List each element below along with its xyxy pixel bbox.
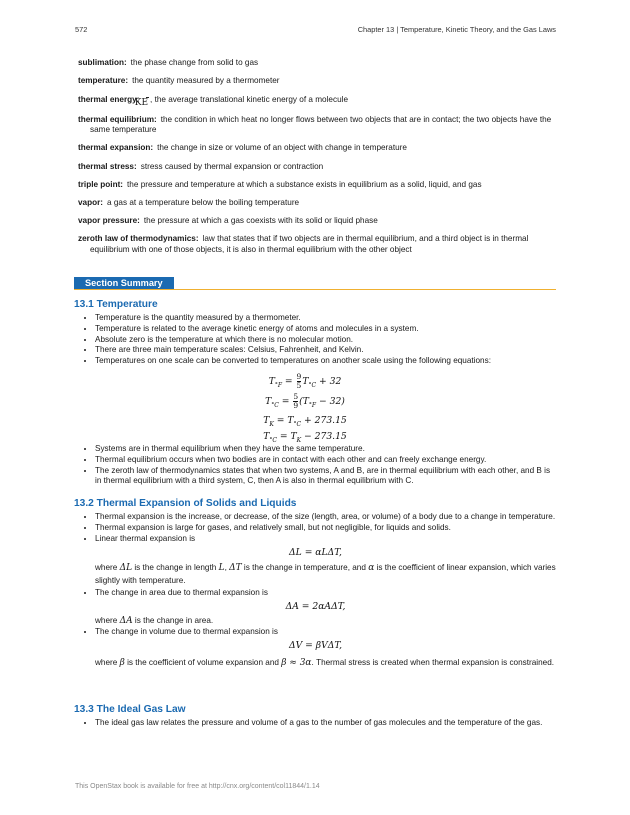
ke-symbol: KE [134,98,149,109]
glossary-term: vapor pressure: [78,215,140,225]
text-change-temperature: is the change in temperature, and [243,563,366,572]
glossary-entry [78,198,556,209]
where-area: where ΔA is the change in area. [95,616,214,626]
list-item-text: The change in area due to thermal expansion is [95,587,268,597]
glossary-term: thermal expansion: [78,143,154,153]
text-change-length: is the change in length [134,563,217,572]
glossary-entry [78,180,556,191]
glossary-term: thermal equilibrium: [78,114,157,124]
glossary-definition: stress caused by thermal expansion or contraction [140,161,324,171]
equation-volume-expansion: ΔV = βVΔT, [288,640,343,651]
text-where: where [95,658,118,668]
glossary-definition: the change in size or volume of an object with change in temperature [157,143,407,153]
glossary-entry [78,143,556,154]
glossary-definition: a gas at a temperature below the boiling temperature [107,197,300,207]
glossary-term: zeroth law of thermodynamics: [78,233,199,243]
text-linear-coefficient: is the coefficient of linear expansion, which varies slightly with temperature. [95,563,556,585]
section-summary-rule [74,289,556,291]
list-item [95,627,556,671]
glossary-definition: the condition in which heat no longer flows between two objects that are in contact; the two objects have the same temperature [90,114,552,135]
glossary-entry [78,234,556,255]
glossary-term: thermal energy: [78,95,140,105]
glossary-entry [78,58,556,69]
glossary-entry [78,76,556,87]
section-summary-heading: Section Summary [74,277,174,290]
text-volume-coefficient: is the coefficient of volume expansion and [127,658,279,668]
list-item: • Temperature is related to the average kinetic energy of atoms and molecules in a system. [95,324,556,334]
summary-section-13-1 [74,299,556,487]
list-item: • Thermal equilibrium occurs when two bodies are in contact with each other and can freely exchange energy. [95,455,556,465]
glossary-entry [78,162,556,173]
summary-section-13-2 [74,498,556,672]
glossary-definition: the quantity measured by a thermometer [132,76,280,86]
list-item: • The ideal gas law relates the pressure and volume of a gas to the number of gas molecules and the temperature of the gas. [95,718,556,728]
page-number: 572 [75,25,88,34]
text-change-area: is the change in area. [134,616,214,625]
equation-linear-expansion: ΔL = αLΔT, [289,546,342,558]
list-item [95,588,556,627]
glossary [78,58,556,263]
equation-c-rhs: − 273.15 [304,431,347,443]
glossary-entry [78,115,556,136]
equation-c-from-f: $T_{^\circ C}$ = $\frac{5}{9}$ $(T_{^\circ F} - 32)$ [265,392,345,411]
list-item: • Thermal expansion is the increase, or decrease, of the size (length, area, or volume) of a body due to a change in temperature. [95,512,556,522]
glossary-definition: the pressure and temperature at which a substance exists in equilibrium as a solid, liquid, and gas [127,179,482,189]
list-item: • Thermal expansion is large for gases, and relatively small, but not negligible, for liquids and solids. [95,523,556,533]
glossary-definition: , the average translational kinetic energy of a molecule [150,95,348,105]
glossary-term: temperature: [78,76,129,86]
equation-k-from-c: $T_K = T_{^\circ C} + 273.15$ [263,415,347,429]
bullet-list [74,444,556,486]
list-item: • Temperature is the quantity measured by a thermometer. [95,313,556,323]
section-summary-bar [74,277,556,290]
text-where: where [95,616,118,625]
list-item: • The zeroth law of thermodynamics states that when two systems, A and B, are in thermal equilibrium with each other, and B is in thermal equilibrium with a third system, C, then A is also in thermal equilibrium with C. [95,466,556,486]
summary-section-13-3 [74,704,556,729]
equation-c-from-k: $T_{^\circ C} = T_K - 273.15$ [263,431,347,445]
glossary-definition: law that states that if two objects are in thermal equilibrium, and a third object is in thermal equilibrium with one of those objects, it is also in thermal equilibrium with the other object [90,233,529,254]
list-item: • There are three main temperature scales: Celsius, Fahrenheit, and Kelvin. [95,345,556,355]
section-title: 13.2 Thermal Expansion of Solids and Liquids [74,498,297,509]
chapter-title: Chapter 13 | Temperature, Kinetic Theory, and the Gas Laws [357,25,556,34]
equation-k-rhs: + 273.15 [304,415,347,427]
glossary-definition: the pressure at which a gas coexists with its solid or liquid phase [143,215,378,225]
where-linear: where ΔL is the change in length L, ΔT is the change in temperature, and α is the coefficient of linear expansion, which varies slightly with temperature. [95,563,556,585]
page-footer: This OpenStax book is available for free at http://cnx.org/content/col11844/1.14 [75,783,320,790]
text-thermal-stress: . Thermal stress is created when thermal expansion is constrained. [311,658,555,668]
list-item [95,534,556,587]
bullet-list [74,718,556,728]
glossary-term: vapor: [78,197,104,207]
glossary-term: thermal stress: [78,161,137,171]
glossary-entry [78,216,556,227]
glossary-definition: the phase change from solid to gas [130,58,259,67]
equation-f-from-c: $T_{^\circ F}$ = $\frac{9}{5}$ $T_{^\circ C} + 32$ [268,372,342,391]
bullet-list [74,313,556,366]
section-title: 13.1 Temperature [74,299,158,310]
equation-area-expansion: ΔA = 2αAΔT, [285,600,346,612]
section-title: 13.3 The Ideal Gas Law [74,704,186,715]
list-item: • Temperatures on one scale can be converted to temperatures on another scale using the following equations: [95,356,556,366]
glossary-entry [78,94,556,109]
list-item: • Systems are in thermal equilibrium when they have the same temperature. [95,444,556,454]
list-item-text: Linear thermal expansion is [95,533,196,543]
bullet-list [74,512,556,671]
list-item-text: The change in volume due to thermal expansion is [95,626,278,636]
where-volume: where β is the coefficient of volume expansion and β ≈ 3α. Thermal stress is created when thermal expansion is constrained. [95,658,555,669]
list-item: • Absolute zero is the temperature at which there is no molecular motion. [95,335,556,345]
glossary-term: sublimation: [78,58,127,67]
glossary-term: triple point: [78,179,124,189]
text-where: where [95,563,118,572]
